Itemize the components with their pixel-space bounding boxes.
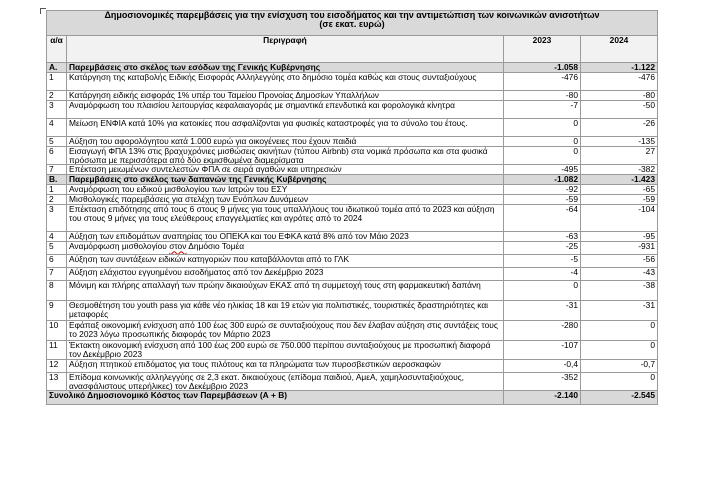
- row-number: 2: [47, 91, 67, 101]
- row-description: Επέκταση επιδότησης από τους 6 στους 9 μήνες για τους υπαλλήλους του ιδιωτικού τομέα από το 2023 και αύξηση του στους 9 μήνες για τους ελεύθερους επαγγελματίες και αγρότες από το 2024: [67, 205, 504, 232]
- row-number: 1: [47, 185, 67, 195]
- row-description: Αύξηση των επιδομάτων αναπηρίας του ΟΠΕΚΑ και του ΕΦΚΑ κατά 8% από τον Μάιο 2023: [67, 232, 504, 242]
- table-title: [47, 11, 658, 36]
- value-2023: -31: [504, 301, 581, 321]
- row-description: Αναμόρφωση του ειδικού μισθολογίου των Ιατρών του ΕΣΥ: [67, 185, 504, 195]
- row-number: 10: [47, 321, 67, 341]
- row-number: 6: [47, 147, 67, 165]
- table-row: [47, 101, 658, 119]
- table-row: [47, 91, 658, 101]
- row-number: 1: [47, 73, 67, 91]
- table-row: [47, 205, 658, 232]
- row-description-part: διαμερίσματα: [251, 154, 304, 165]
- value-2024: 0: [581, 372, 658, 390]
- row-description: Αναμόρφωση του πλαισίου λειτουργίας κεφαλαιαγοράς με σημαντικά επενδυτικά και φορολογικά κίνητρα: [67, 101, 504, 119]
- value-2023: -0,4: [504, 359, 581, 372]
- table-title-line1: Δημοσιονομικές παρεμβάσεις για την ενίσχυση του εισοδήματος και την αντιμετώπιση των κοινωνικών ανισοτήτων: [104, 10, 600, 20]
- value-2024: -1.122: [581, 63, 658, 73]
- table-title-line2: (σε εκατ. ευρώ): [319, 18, 385, 29]
- value-2024: 0: [581, 321, 658, 341]
- row-description: [67, 242, 504, 255]
- table-row: [47, 281, 658, 301]
- value-2024: -0,7: [581, 359, 658, 372]
- value-2023: -280: [504, 321, 581, 341]
- header-2024: 2024: [581, 36, 658, 63]
- value-2023: 0: [504, 281, 581, 301]
- table-header-row: [47, 36, 658, 63]
- value-2023: -64: [504, 205, 581, 232]
- row-description: Αύξηση ελάχιστου εγγυημένου εισοδήματος από τον Δεκέμβριο 2023: [67, 268, 504, 281]
- fiscal-interventions-table: [46, 10, 658, 405]
- value-2024: -476: [581, 73, 658, 91]
- table-row: [47, 232, 658, 242]
- value-2024: -43: [581, 268, 658, 281]
- row-number: 8: [47, 281, 67, 301]
- value-2024: -382: [581, 165, 658, 175]
- row-description-part: Εισαγωγή ΦΠΑ 13% στις βραχυχρόνιες μισθώσεις ακινήτων (τύπου Airbnb) στα νομικά πρόσωπα και στα φυσικά πρόσωπα με περισσότερα από δύο: [69, 146, 488, 165]
- table-row: [47, 147, 658, 165]
- table-row: [47, 268, 658, 281]
- spellcheck-flagged-word: στον: [169, 241, 187, 252]
- table-row: [47, 137, 658, 147]
- row-number: 3: [47, 101, 67, 119]
- value-2023: -1.058: [504, 63, 581, 73]
- value-2023: -1.082: [504, 175, 581, 185]
- row-description: Εφάπαξ οικονομική ενίσχυση από 100 έως 300 ευρώ σε συνταξιούχους που δεν έλαβαν αύξηση στις συντάξεις τους το 2023 λόγω προσωπικής διαφοράς τον Μάρτιο 2023: [67, 321, 504, 341]
- table-row: [47, 359, 658, 372]
- value-2024: -31: [581, 301, 658, 321]
- value-2024: -50: [581, 101, 658, 119]
- table-row: [47, 372, 658, 390]
- table-row: [47, 195, 658, 205]
- row-number: 5: [47, 242, 67, 255]
- row-description: Παρεμβάσεις στο σκέλος των εσόδων της Γενικής Κυβέρνησης: [67, 63, 504, 73]
- row-number: 12: [47, 359, 67, 372]
- table-row: [47, 185, 658, 195]
- value-2024: 27: [581, 147, 658, 165]
- value-2023: -352: [504, 372, 581, 390]
- row-description: Θεσμοθέτηση του youth pass για κάθε νέο ηλικίας 18 και 19 ετών για πολιτιστικές, τουριστικές δραστηριότητες και μεταφορές: [67, 301, 504, 321]
- value-2024: -38: [581, 281, 658, 301]
- total-label: Συνολικό Δημοσιονομικό Κόστος των Παρεμβάσεων (Α + Β): [47, 391, 504, 405]
- row-number: 9: [47, 301, 67, 321]
- row-description-part: Δημόσιο Τομέα: [186, 241, 245, 252]
- value-2023: -5: [504, 255, 581, 268]
- value-2023: -63: [504, 232, 581, 242]
- value-2023: 0: [504, 119, 581, 137]
- row-number: 3: [47, 205, 67, 232]
- row-number: B.: [47, 175, 67, 185]
- section-row: [47, 175, 658, 185]
- row-description: Επίδομα κοινωνικής αλληλεγγύης σε 2,3 εκατ. δικαιούχους (επίδομα παιδιού, ΑμεΑ, χαμηλοσυνταξιούχους, ανασφάλιστους υπερήλικες) τον Δεκέμβριο 2023: [67, 372, 504, 390]
- table-row: [47, 321, 658, 341]
- row-description: Παρεμβάσεις στο σκέλος των δαπανών της Γενικής Κυβέρνησης: [67, 175, 504, 185]
- table-row: [47, 341, 658, 359]
- value-2023: 0: [504, 137, 581, 147]
- total-value-2023: -2.140: [504, 391, 581, 405]
- value-2024: -56: [581, 255, 658, 268]
- row-number: 11: [47, 341, 67, 359]
- row-number: 6: [47, 255, 67, 268]
- row-description: Κατάργηση της καταβολής Ειδικής Εισφοράς Αλληλεγγύης στο δημόσιο τομέα καθώς και στους συνταξιούχους: [67, 73, 504, 91]
- value-2023: -107: [504, 341, 581, 359]
- section-row: [47, 63, 658, 73]
- value-2024: -26: [581, 119, 658, 137]
- table-row: [47, 165, 658, 175]
- row-number: 4: [47, 232, 67, 242]
- row-number: 4: [47, 119, 67, 137]
- value-2024: -931: [581, 242, 658, 255]
- row-number: 7: [47, 165, 67, 175]
- value-2023: 0: [504, 147, 581, 165]
- value-2023: -25: [504, 242, 581, 255]
- value-2023: -80: [504, 91, 581, 101]
- value-2024: -1.423: [581, 175, 658, 185]
- total-value-2024: -2.545: [581, 391, 658, 405]
- row-number: 7: [47, 268, 67, 281]
- value-2024: -65: [581, 185, 658, 195]
- row-description: Μισθολογικές παρεμβάσεις για στελέχη των Ενόπλων Δυνάμεων: [67, 195, 504, 205]
- row-description: Μείωση ΕΝΦΙΑ κατά 10% για κατοικίες που ασφαλίζονται για φυσικές καταστροφές για το σύνολο του έτους.: [67, 119, 504, 137]
- value-2023: -495: [504, 165, 581, 175]
- row-description: Αύξηση του αφορολόγητου κατά 1.000 ευρώ για οικογένειες που έχουν παιδιά: [67, 137, 504, 147]
- table-row: [47, 242, 658, 255]
- value-2023: -59: [504, 195, 581, 205]
- table-title-row: [47, 11, 658, 36]
- value-2024: -104: [581, 205, 658, 232]
- value-2023: -7: [504, 101, 581, 119]
- row-number: 2: [47, 195, 67, 205]
- row-description: Μόνιμη και πλήρης απαλλαγή των πρώην δικαιούχων ΕΚΑΣ από τη συμμετοχή τους στη φαρμακευτική δαπάνη: [67, 281, 504, 301]
- value-2024: -95: [581, 232, 658, 242]
- value-2023: -4: [504, 268, 581, 281]
- header-no: α/α: [47, 36, 67, 63]
- table-row: [47, 301, 658, 321]
- value-2023: -476: [504, 73, 581, 91]
- header-2023: 2023: [504, 36, 581, 63]
- spellcheck-flagged-word: εκμισθωμένα: [203, 154, 252, 165]
- table-row: [47, 73, 658, 91]
- row-description: Αύξηση πτητικού επιδόματος για τους πιλότους και τα πληρώματα των πυροσβεστικών αεροσκαφών: [67, 359, 504, 372]
- row-number: A.: [47, 63, 67, 73]
- row-description: Επέκταση μειωμένων συντελεστών ΦΠΑ σε σειρά αγαθών και υπηρεσιών: [67, 165, 504, 175]
- table-row: [47, 255, 658, 268]
- row-description: [67, 147, 504, 165]
- row-number: 13: [47, 372, 67, 390]
- total-row: [47, 391, 658, 405]
- value-2024: -59: [581, 195, 658, 205]
- header-description: Περιγραφή: [67, 36, 504, 63]
- row-number: 5: [47, 137, 67, 147]
- row-description-part: Αναμόρφωση μισθολογίου: [69, 241, 170, 252]
- row-description: Έκτακτη οικονομική ενίσχυση από 100 έως 200 ευρώ σε 750.000 περίπου συνταξιούχους με προσωπική διαφορά τον Δεκέμβριο 2023: [67, 341, 504, 359]
- table-row: [47, 119, 658, 137]
- row-description: Κατάργηση ειδικής εισφοράς 1% υπέρ του Ταμείου Προνοίας Δημοσίων Υπαλλήλων: [67, 91, 504, 101]
- value-2024: -135: [581, 137, 658, 147]
- value-2023: -92: [504, 185, 581, 195]
- row-description: Αύξηση των συντάξεων ειδικών κατηγοριών που καταβάλλονται από το ΓΛΚ: [67, 255, 504, 268]
- value-2024: 0: [581, 341, 658, 359]
- value-2024: -80: [581, 91, 658, 101]
